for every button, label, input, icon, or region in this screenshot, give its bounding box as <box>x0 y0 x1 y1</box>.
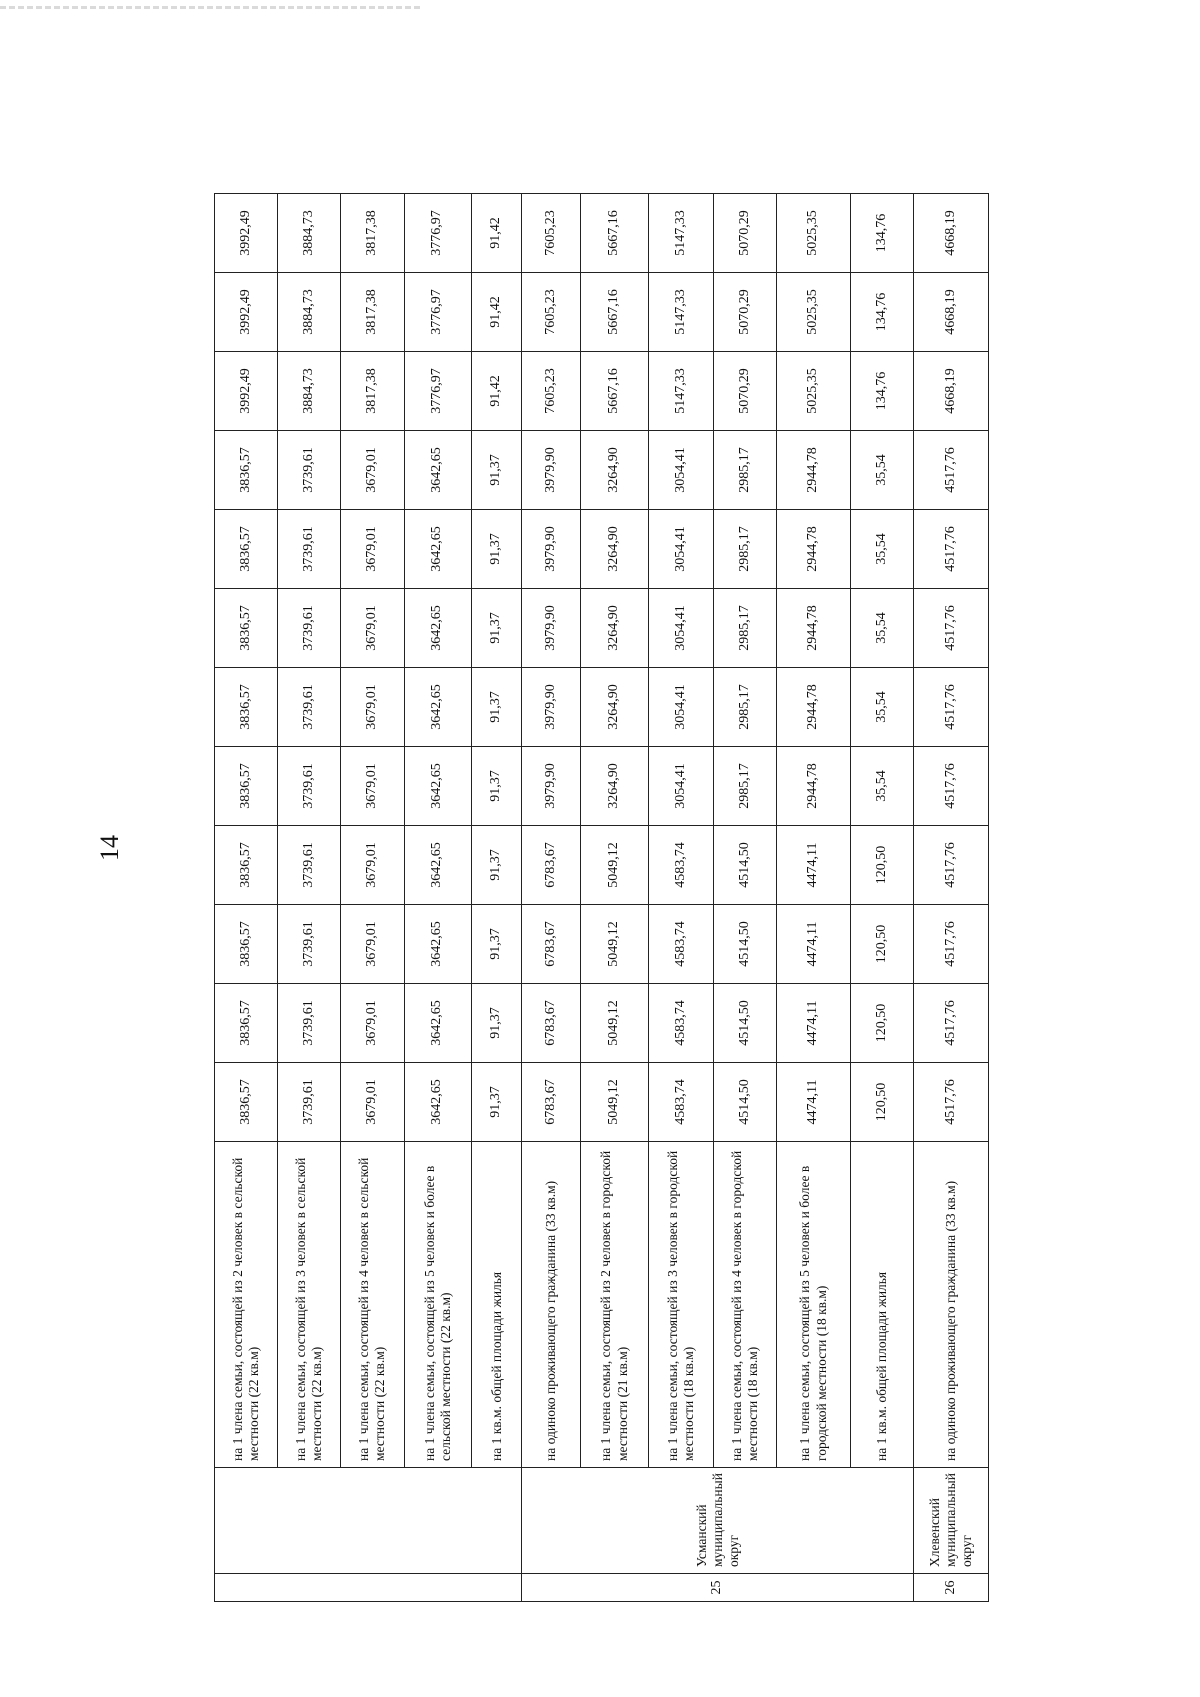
value-cell: 3679,01 <box>341 747 404 826</box>
value-cell: 3836,57 <box>215 826 278 905</box>
value-cell: 3642,65 <box>404 1063 471 1142</box>
value-cell: 2944,78 <box>777 589 851 668</box>
value-cell: 35,54 <box>850 747 913 826</box>
value-cell: 3642,65 <box>404 984 471 1063</box>
value-cell: 3642,65 <box>404 905 471 984</box>
value-cell: 3264,90 <box>581 510 648 589</box>
value-cell: 3739,61 <box>278 905 341 984</box>
value-cell: 6783,67 <box>522 984 581 1063</box>
description-cell: на 1 члена семьи, состоящей из 3 человек в городской местности (18 кв.м) <box>648 1142 713 1468</box>
value-cell: 3817,38 <box>341 273 404 352</box>
table-row <box>914 87 989 1602</box>
table-body <box>215 87 989 1602</box>
table-row <box>850 87 913 1602</box>
value-cell: 4517,76 <box>914 668 989 747</box>
value-cell: 91,42 <box>471 273 522 352</box>
value-cell: 5049,12 <box>581 1063 648 1142</box>
description-cell: на одиноко проживающего гражданина (33 кв.м) <box>522 1142 581 1468</box>
value-cell: 2944,78 <box>777 668 851 747</box>
table-row <box>522 87 581 1602</box>
value-cell: 134,76 <box>850 273 913 352</box>
value-cell: 3739,61 <box>278 1063 341 1142</box>
value-cell: 3739,61 <box>278 747 341 826</box>
value-cell: 5025,35 <box>777 194 851 273</box>
value-cell: 4517,76 <box>914 589 989 668</box>
value-cell: 3264,90 <box>581 589 648 668</box>
value-cell: 120,50 <box>850 905 913 984</box>
value-cell: 134,76 <box>850 194 913 273</box>
value-cell: 3884,73 <box>278 273 341 352</box>
value-cell: 6783,67 <box>522 905 581 984</box>
value-cell: 91,42 <box>471 352 522 431</box>
value-cell: 3679,01 <box>341 905 404 984</box>
value-cell: 6783,67 <box>522 1063 581 1142</box>
value-cell: 5025,35 <box>777 273 851 352</box>
description-cell: на 1 члена семьи, состоящей из 5 человек и более в городской местности (18 кв.м) <box>777 1142 851 1468</box>
value-cell: 3884,73 <box>278 352 341 431</box>
description-cell: на 1 члена семьи, состоящей из 2 человек в городской местности (21 кв.м) <box>581 1142 648 1468</box>
value-cell: 91,37 <box>471 668 522 747</box>
value-cell: 4583,74 <box>648 826 713 905</box>
value-cell: 2944,78 <box>777 747 851 826</box>
value-cell: 3836,57 <box>215 668 278 747</box>
value-cell: 91,37 <box>471 510 522 589</box>
value-cell: 3739,61 <box>278 668 341 747</box>
value-cell: 3054,41 <box>648 668 713 747</box>
description-cell: на 1 кв.м. общей площади жилья <box>471 1142 522 1468</box>
value-cell: 3642,65 <box>404 510 471 589</box>
value-cell: 3679,01 <box>341 431 404 510</box>
value-cell: 3739,61 <box>278 826 341 905</box>
municipality-cell: Хлевенский муниципальный округ <box>914 1468 989 1574</box>
value-cell: 120,50 <box>850 984 913 1063</box>
value-cell: 3979,90 <box>522 510 581 589</box>
value-cell: 3776,97 <box>404 194 471 273</box>
value-cell: 35,54 <box>850 431 913 510</box>
value-cell: 120,50 <box>850 1063 913 1142</box>
value-cell: 3776,97 <box>404 352 471 431</box>
value-cell: 3642,65 <box>404 826 471 905</box>
value-cell: 120,50 <box>850 826 913 905</box>
value-cell: 7605,23 <box>522 194 581 273</box>
value-cell: 3679,01 <box>341 1063 404 1142</box>
municipality-cell: Усманский муниципальный округ <box>522 1468 914 1574</box>
description-cell: на одиноко проживающего гражданина (33 кв.м) <box>914 1142 989 1468</box>
table-row <box>278 87 341 1602</box>
value-cell: 5667,16 <box>581 194 648 273</box>
table-row <box>581 87 648 1602</box>
value-cell: 2985,17 <box>714 510 777 589</box>
value-cell: 4583,74 <box>648 1063 713 1142</box>
value-cell: 3836,57 <box>215 431 278 510</box>
value-cell: 3054,41 <box>648 510 713 589</box>
description-cell: на 1 члена семьи, состоящей из 3 человек в сельской местности (22 кв.м) <box>278 1142 341 1468</box>
value-cell: 35,54 <box>850 510 913 589</box>
value-cell: 3817,38 <box>341 352 404 431</box>
value-cell: 91,37 <box>471 905 522 984</box>
rotated-table-container <box>214 87 989 1602</box>
value-cell: 3264,90 <box>581 668 648 747</box>
value-cell: 4583,74 <box>648 905 713 984</box>
value-cell: 3992,49 <box>215 352 278 431</box>
value-cell: 3836,57 <box>215 1063 278 1142</box>
value-cell: 3054,41 <box>648 747 713 826</box>
table-frame <box>214 87 989 1602</box>
value-cell: 3884,73 <box>278 194 341 273</box>
value-cell: 4517,76 <box>914 747 989 826</box>
value-cell: 3642,65 <box>404 747 471 826</box>
table-row <box>714 87 777 1602</box>
value-cell: 4517,76 <box>914 510 989 589</box>
value-cell: 91,37 <box>471 826 522 905</box>
value-cell: 2985,17 <box>714 668 777 747</box>
value-cell: 3836,57 <box>215 905 278 984</box>
value-cell: 4474,11 <box>777 984 851 1063</box>
table-row <box>471 87 522 1602</box>
value-cell: 5070,29 <box>714 352 777 431</box>
value-cell: 6783,67 <box>522 826 581 905</box>
value-cell: 134,76 <box>850 352 913 431</box>
tariff-table <box>214 87 989 1602</box>
row-number-cell <box>215 1574 522 1602</box>
value-cell: 5147,33 <box>648 273 713 352</box>
value-cell: 91,37 <box>471 431 522 510</box>
value-cell: 4517,76 <box>914 1063 989 1142</box>
description-cell: на 1 кв.м. общей площади жилья <box>850 1142 913 1468</box>
value-cell: 4474,11 <box>777 905 851 984</box>
row-number-cell: 25 <box>522 1574 914 1602</box>
table-row <box>215 87 278 1602</box>
row-number-cell: 26 <box>914 1574 989 1602</box>
value-cell: 91,42 <box>471 194 522 273</box>
value-cell: 3979,90 <box>522 747 581 826</box>
description-cell: на 1 члена семьи, состоящей из 2 человек в сельской местности (22 кв.м) <box>215 1142 278 1468</box>
value-cell: 5025,35 <box>777 352 851 431</box>
value-cell: 35,54 <box>850 668 913 747</box>
page-number: 14 <box>95 835 124 861</box>
value-cell: 91,37 <box>471 1063 522 1142</box>
value-cell: 91,37 <box>471 747 522 826</box>
value-cell: 4514,50 <box>714 984 777 1063</box>
municipality-cell <box>215 1468 522 1574</box>
value-cell: 5049,12 <box>581 905 648 984</box>
value-cell: 3679,01 <box>341 984 404 1063</box>
value-cell: 4517,76 <box>914 431 989 510</box>
value-cell: 3739,61 <box>278 510 341 589</box>
value-cell: 4474,11 <box>777 826 851 905</box>
value-cell: 3836,57 <box>215 510 278 589</box>
value-cell: 3679,01 <box>341 826 404 905</box>
value-cell: 3679,01 <box>341 668 404 747</box>
value-cell: 5049,12 <box>581 984 648 1063</box>
value-cell: 3642,65 <box>404 431 471 510</box>
value-cell: 2985,17 <box>714 589 777 668</box>
value-cell: 4514,50 <box>714 905 777 984</box>
value-cell: 5667,16 <box>581 273 648 352</box>
value-cell: 4474,11 <box>777 1063 851 1142</box>
value-cell: 3979,90 <box>522 589 581 668</box>
value-cell: 3836,57 <box>215 747 278 826</box>
value-cell: 4514,50 <box>714 826 777 905</box>
description-cell: на 1 члена семьи, состоящей из 4 человек в сельской местности (22 кв.м) <box>341 1142 404 1468</box>
table-row <box>341 87 404 1602</box>
value-cell: 3776,97 <box>404 273 471 352</box>
value-cell: 3836,57 <box>215 984 278 1063</box>
value-cell: 7605,23 <box>522 273 581 352</box>
value-cell: 91,37 <box>471 984 522 1063</box>
value-cell: 4517,76 <box>914 905 989 984</box>
value-cell: 3739,61 <box>278 589 341 668</box>
table-row <box>648 87 713 1602</box>
value-cell: 4668,19 <box>914 273 989 352</box>
value-cell: 5070,29 <box>714 273 777 352</box>
value-cell: 3642,65 <box>404 668 471 747</box>
value-cell: 4583,74 <box>648 984 713 1063</box>
value-cell: 3817,38 <box>341 194 404 273</box>
value-cell: 5667,16 <box>581 352 648 431</box>
scan-artifact <box>0 6 420 9</box>
value-cell: 5070,29 <box>714 194 777 273</box>
value-cell: 5049,12 <box>581 826 648 905</box>
value-cell: 3054,41 <box>648 431 713 510</box>
value-cell: 4514,50 <box>714 1063 777 1142</box>
value-cell: 4668,19 <box>914 352 989 431</box>
value-cell: 4517,76 <box>914 826 989 905</box>
value-cell: 3054,41 <box>648 589 713 668</box>
value-cell: 3836,57 <box>215 589 278 668</box>
value-cell: 3979,90 <box>522 431 581 510</box>
value-cell: 3992,49 <box>215 194 278 273</box>
value-cell: 2944,78 <box>777 510 851 589</box>
value-cell: 4668,19 <box>914 194 989 273</box>
value-cell: 2944,78 <box>777 431 851 510</box>
value-cell: 3679,01 <box>341 589 404 668</box>
description-cell: на 1 члена семьи, состоящей из 4 человек в городской местности (18 кв.м) <box>714 1142 777 1468</box>
value-cell: 2985,17 <box>714 747 777 826</box>
value-cell: 5147,33 <box>648 194 713 273</box>
value-cell: 2985,17 <box>714 431 777 510</box>
table-row <box>404 87 471 1602</box>
value-cell: 3264,90 <box>581 747 648 826</box>
value-cell: 35,54 <box>850 589 913 668</box>
value-cell: 3264,90 <box>581 431 648 510</box>
value-cell: 3979,90 <box>522 668 581 747</box>
value-cell: 3642,65 <box>404 589 471 668</box>
value-cell: 3679,01 <box>341 510 404 589</box>
table-row <box>777 87 851 1602</box>
value-cell: 3739,61 <box>278 431 341 510</box>
value-cell: 3739,61 <box>278 984 341 1063</box>
description-cell: на 1 члена семьи, состоящей из 5 человек и более в сельской местности (22 кв.м) <box>404 1142 471 1468</box>
value-cell: 91,37 <box>471 589 522 668</box>
value-cell: 3992,49 <box>215 273 278 352</box>
value-cell: 5147,33 <box>648 352 713 431</box>
value-cell: 4517,76 <box>914 984 989 1063</box>
value-cell: 7605,23 <box>522 352 581 431</box>
